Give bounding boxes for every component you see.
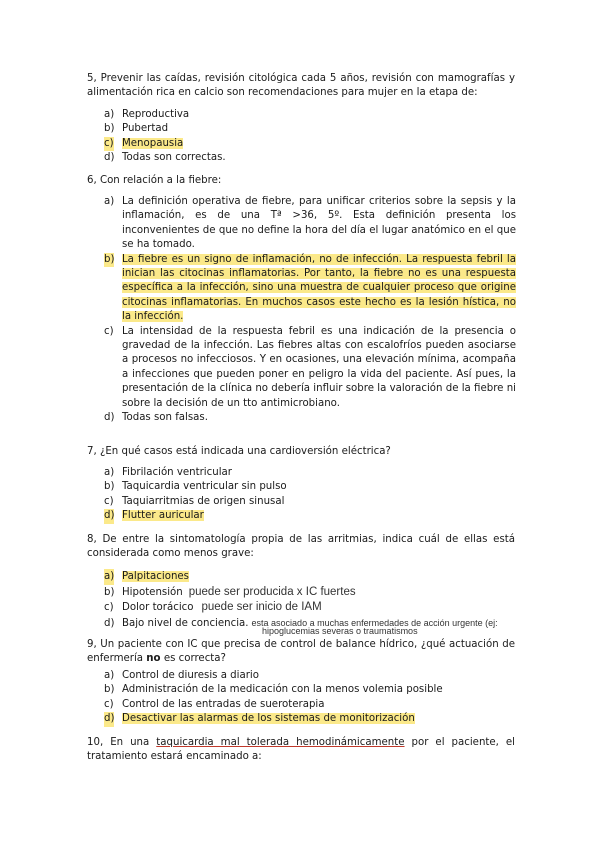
question-10: 10, En una taquicardia mal tolerada hemodinámicamente por el paciente, el tratamiento estará encaminado a: [87, 737, 516, 763]
handwritten-note: puede ser producida x IC fuertes [188, 585, 356, 598]
highlighted-answer: Flutter auricular [122, 510, 204, 522]
option-c: c) Taquiarritmias de origen sinusal [104, 495, 285, 507]
highlighted-answer: Palpitaciones [122, 571, 189, 582]
option-c: c) Menopausia [104, 137, 516, 151]
option-c: c) Dolor torácico puede ser inicio de IAM [104, 601, 322, 613]
question-5-options [104, 108, 516, 166]
highlighted-answer: Menopausia [122, 137, 184, 149]
option-a: a) Control de diuresis a diario [104, 670, 259, 681]
emphasis-word: no [146, 653, 161, 665]
option-b: b) Administración de la medicación con la menos volemia posible [104, 684, 443, 696]
option-d: d) Todas son correctas. [104, 152, 226, 164]
question-7-options [104, 466, 516, 524]
question-9-options [104, 669, 516, 727]
underlined-phrase: taquicardia mal tolerada hemodinámicamente [156, 737, 405, 748]
question-6: 6, Con relación a la fiebre: [87, 175, 222, 186]
option-b: b) Taquicardia ventricular sin pulso [104, 481, 287, 493]
handwritten-note-continuation: hipoglucemias severas o traumatismos [262, 626, 418, 636]
option-c: c) La intensidad de la respuesta febril es una indicación de la presencia o gravedad de la infección. Las fiebres altas con escalofríos pueden asociarse a procesos no infecciosos. Y en ocasiones, una elevación mínima, acompaña a infecciones que pueden poner en peligro la vida del paciente. Así pues, la presentación de la clínica no debería influir sobre la valoración de la fiebre ni sobre la decisión de un tto antimicrobiano. [104, 325, 516, 409]
option-d: d) Todas son falsas. [104, 412, 208, 424]
option-d: d) Flutter auricular [104, 509, 516, 523]
option-d: d) Desactivar las alarmas de los sistemas de monitorización [104, 712, 516, 726]
question-6-options [104, 195, 516, 426]
question-8-options [104, 569, 516, 631]
option-d: d) Bajo nivel de conciencia. esta asociado a muchas enfermedades de acción urgente (ej: [104, 617, 498, 629]
handwritten-note: esta asociado a muchas enfermedades de acción urgente (ej: [251, 617, 498, 628]
option-c: c) Control de las entradas de sueroterapia [104, 698, 325, 710]
option-a: a) Reproductiva [104, 109, 190, 120]
option-a: a) La definición operativa de fiebre, para unificar criterios sobre la sepsis y la inflamación, es de una Tª >36, 5º. Esta definición presenta los inconvenientes de que no define la hora del día el lugar anatómico en el que se ha tomado. [104, 196, 516, 251]
option-a: a) Fibrilación ventricular [104, 467, 232, 478]
option-b: b) La fiebre es un signo de inflamación, no de infección. La respuesta febril la inician las citocinas inflamatorias. Por tanto, la fiebre no es una respuesta específica a la infección, sino una muestra de cualquier proceso que origine citocinas inflamatorias. En muchos casos este hecho es la lesión hística, no la infección. [104, 253, 516, 323]
question-8: 8, De entre la sintomatología propia de las arritmias, indica cuál de ellas está considerada como menos grave: [87, 534, 515, 560]
handwritten-note: puede ser inicio de IAM [201, 601, 322, 613]
highlighted-answer: Desactivar las alarmas de los sistemas de monitorización [122, 713, 415, 725]
option-b: b) Pubertad [104, 123, 169, 135]
highlighted-answer: La fiebre es un signo de inflamación, no de infección. La respuesta febril la inician las citocinas inflamatorias. Por tanto, la fiebre no es una respuesta específica a la infección, sino una muestra de cualquier proceso que origine citocinas inflamatorias. En muchos casos este hecho es la lesión hística, no la infección. [122, 253, 516, 323]
option-b: b) Hipotensión puede ser producida x IC fuertes [104, 585, 356, 598]
question-5: 5, Prevenir las caídas, revisión citológica cada 5 años, revisión con mamografías y alimentación rica en calcio son recomendaciones para mujer en la etapa de: [87, 73, 515, 99]
question-9: 9, Un paciente con IC que precisa de control de balance hídrico, ¿qué actuación de enfermería no es correcta? [87, 639, 515, 665]
option-a: a) Palpitaciones [104, 569, 516, 585]
question-7: 7, ¿En qué casos está indicada una cardioversión eléctrica? [87, 446, 391, 457]
